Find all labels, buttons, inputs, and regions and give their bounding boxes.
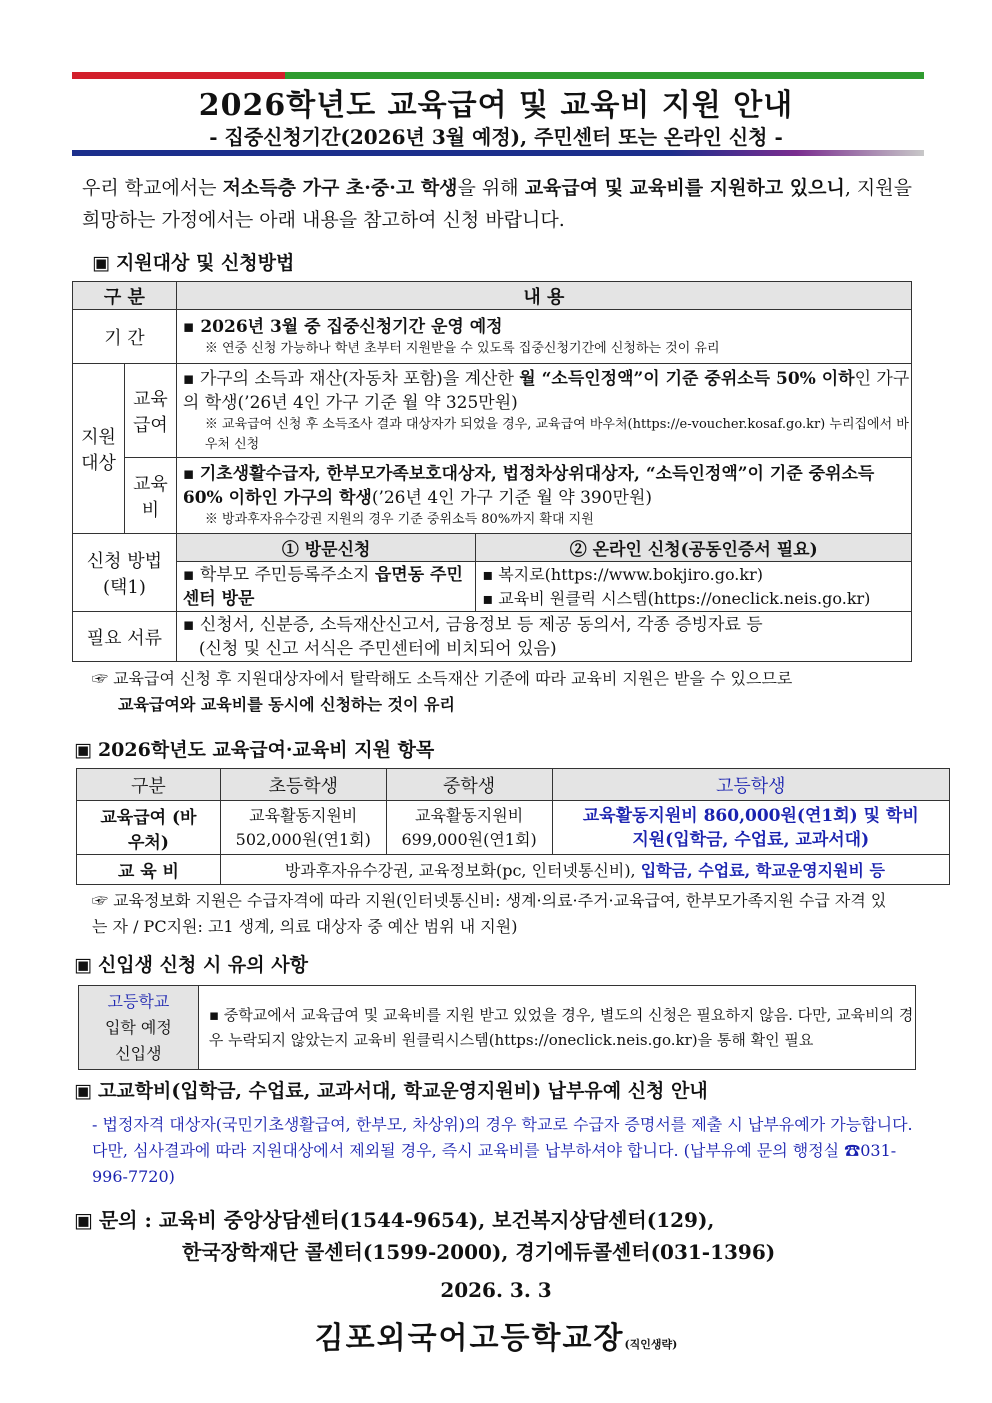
section-1-footnote: ☞ 교육급여 신청 후 지원대상자에서 탈락해도 소득재산 기준에 따라 교육비 지원은 받을 수 있으므로 교육급여와 교육비를 동시에 신청하는 것이 유리 xyxy=(92,669,793,714)
docs-cell: ▪ 신청서, 신분증, 소득재산신고서, 금융정보 등 제공 동의서, 각종 증빙자료 등 (신청 및 신고 서식은 주민센터에 비치되어 있음) xyxy=(176,612,911,662)
freshman-notice-table xyxy=(78,985,916,1070)
online-title: ② 온라인 신청(공동인증서 필요) xyxy=(476,534,912,562)
edu-benefit-cell: ▪ 가구의 소득과 재산(자동차 포함)을 계산한 월 “소득인정액”이 기준 중위소득 50% 이하인 가구의 학생(’26년 4인 가구 기준 월 약 325만원) ※ 교육급여 신청 후 소득조사 결과 대상자가 되었을 경우, 교육급여 바우처(https://e-voucher.kosaf.go.kr) 누리집에서 바우처 신청 xyxy=(176,364,911,458)
bottom-color-bar xyxy=(72,150,924,156)
support-target-table xyxy=(72,281,912,662)
cell-edu-cost-items: 방과후자유수강권, 교육정보화(pc, 인터넷통신비), 입학금, 수업료, 학교운영지원비 등 xyxy=(220,855,949,885)
period-cell: ▪ 2026년 3월 중 집중신청기간 운영 예정 ※ 연중 신청 가능하나 학년 초부터 지원받을 수 있도록 집중신청기간에 신청하는 것이 유리 xyxy=(176,310,911,364)
page-title: 2026학년도 교육급여 및 교육비 지원 안내 xyxy=(198,88,794,123)
section-marker-icon: ▣ xyxy=(74,1080,92,1102)
section-2-footnote: ☞ 교육정보화 지원은 수급자격에 따라 지원(인터넷통신비: 생계·의료·주거·교육급여, 한부모가족지원 수급 자격 있는 자 / PC지원: 고1 생계, 의료 대상자 중 예산 범위 내 지원) xyxy=(92,891,887,936)
section-2-heading: ▣ 2026학년도 교육급여·교육비 지원 항목 xyxy=(74,739,435,761)
support-items-table xyxy=(76,768,950,885)
section-3-heading: ▣ 신입생 신청 시 유의 사항 xyxy=(74,954,308,976)
section-marker-icon: ▣ xyxy=(92,252,110,274)
section-1-heading: ▣ 지원대상 및 신청방법 xyxy=(92,252,295,274)
signature: 김포외국어고등학교장 xyxy=(314,1321,625,1356)
signature-line xyxy=(0,1313,992,1357)
row-label-edu-benefit: 교육급여 (바우처) xyxy=(77,801,221,855)
freshman-label: 고등학교 입학 예정 신입생 xyxy=(79,986,199,1070)
signature-note: (직인생략) xyxy=(624,1338,678,1351)
cell-high: 교육활동지원비 860,000원(연1회) 및 학비지원(입학금, 수업료, 교과서대) xyxy=(552,801,950,855)
contact-block: ▣ 문의 : 교육비 중앙상담센터(1544-9654), 보건복지상담센터(129), 한국장학재단 콜센터(1599-2000), 경기에듀콜센터(031-1396) xyxy=(74,1208,776,1264)
page-subtitle: - 집중신청기간(2026년 3월 예정), 주민센터 또는 온라인 신청 - xyxy=(209,125,783,149)
top-color-bar xyxy=(72,72,924,79)
docs-label: 필요 서류 xyxy=(73,612,177,662)
col-header-gubun: 구분 xyxy=(77,769,221,801)
visit-title: ① 방문신청 xyxy=(176,534,475,562)
col-header-middle: 중학생 xyxy=(386,769,552,801)
row-label-edu-cost: 교 육 비 xyxy=(77,855,221,885)
col-header-elementary: 초등학생 xyxy=(220,769,386,801)
edu-cost-cell: ▪ 기초생활수급자, 한부모가족보호대상자, 법정차상위대상자, “소득인정액”이 기준 중위소득 60% 이하인 가구의 학생(’26년 4인 가구 기준 월 약 390만원) ※ 방과후자유수강권 지원의 경우 기준 중위소득 80%까지 확대 지원 xyxy=(176,458,911,534)
intro-paragraph: 우리 학교에서는 저소득층 가구 초·중·고 학생을 위해 교육급여 및 교육비를 지원하고 있으니, 지원을 희망하는 가정에서는 아래 내용을 참고하여 신청 바랍니다. xyxy=(82,177,912,231)
section-marker-icon: ▣ xyxy=(74,1208,93,1232)
deferral-notice: - 법정자격 대상자(국민기초생활급여, 한부모, 차상위)의 경우 학교로 수급자 증명서를 제출 시 납부유예가 가능합니다. 다만, 심사결과에 따라 지원대상에서 제외될 경우, 즉시 교육비를 납부하셔야 합니다. (납부유예 문의 행정실 ☎031-996-7720) xyxy=(92,1115,913,1186)
section-marker-icon: ▣ xyxy=(74,739,92,761)
freshman-notice-body: ▪ 중학교에서 교육급여 및 교육비를 지원 받고 있었을 경우, 별도의 신청은 필요하지 않음. 다만, 교육비의 경우 누락되지 않았는지 교육비 원클릭시스템(https://oneclick.neis.go.kr)을 통해 확인 필요 xyxy=(198,986,915,1070)
visit-cell: ▪ 학부모 주민등록주소지 읍면동 주민센터 방문 xyxy=(176,562,475,612)
cell-elementary: 교육활동지원비 502,000원(연1회) xyxy=(220,801,386,855)
target-label: 지원 대상 xyxy=(73,364,125,534)
method-label: 신청 방법 (택1) xyxy=(73,534,177,612)
cell-middle: 교육활동지원비 699,000원(연1회) xyxy=(386,801,552,855)
col-header-high: 고등학생 xyxy=(552,769,950,801)
section-marker-icon: ▣ xyxy=(74,954,92,976)
online-cell: ▪ 복지로(https://www.bokjiro.go.kr) ▪ 교육비 원클릭 시스템(https://oneclick.neis.go.kr) xyxy=(476,562,912,612)
period-label: 기 간 xyxy=(73,310,177,364)
header-gubun: 구 분 xyxy=(73,282,177,310)
header-content: 내 용 xyxy=(176,282,911,310)
edu-benefit-label: 교육 급여 xyxy=(124,364,176,458)
issue-date: 2026. 3. 3 xyxy=(440,1278,552,1302)
edu-cost-label: 교육 비 xyxy=(124,458,176,534)
section-4-heading: ▣ 고교학비(입학금, 수업료, 교과서대, 학교운영지원비) 납부유예 신청 안내 xyxy=(74,1080,708,1102)
